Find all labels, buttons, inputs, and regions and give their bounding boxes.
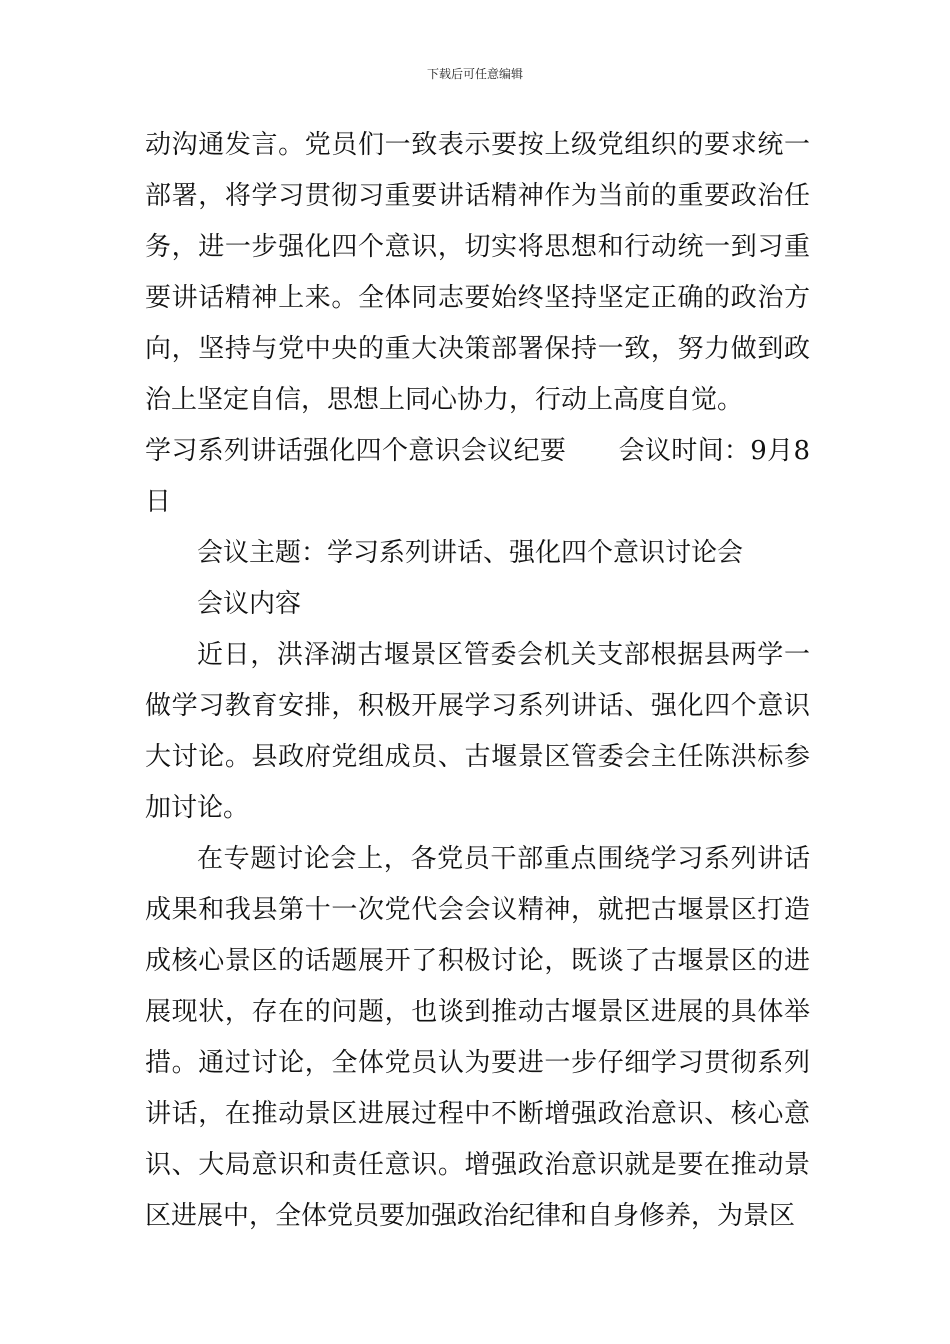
meeting-topic: 会议主题：学习系列讲话、强化四个意识讨论会: [197, 538, 744, 568]
document-body: [145, 120, 810, 1242]
meeting-time: 会议时间：9月8日: [145, 436, 810, 517]
page-header-note: 下载后可任意编辑: [426, 67, 523, 81]
paragraph-intro: 近日，洪泽湖古堰景区管委会机关支部根据县两学一做学习教育安排，积极开展学习系列讲话、强化四个意识大讨论。县政府党组成员、古堰景区管委会主任陈洪标参加讨论。: [145, 640, 810, 823]
meeting-title-line: [145, 426, 810, 528]
meeting-title: 学习系列讲话强化四个意识会议纪要: [145, 436, 567, 466]
meeting-content-label: 会议内容: [197, 589, 302, 619]
paragraph-opening: 动沟通发言。党员们一致表示要按上级党组织的要求统一部署，将学习贯彻习重要讲话精神作为当前的重要政治任务，进一步强化四个意识，切实将思想和行动统一到习重要讲话精神上来。全体同志要始终坚持坚定正确的政治方向，坚持与党中央的重大决策部署保持一致，努力做到政治上坚定自信，思想上同心协力，行动上高度自觉。: [145, 130, 810, 415]
paragraph-discussion: 在专题讨论会上，各党员干部重点围绕学习系列讲话成果和我县第十一次党代会会议精神，就把古堰景区打造成核心景区的话题展开了积极讨论，既谈了古堰景区的进展现状，存在的问题，也谈到推动古堰景区进展的具体举措。通过讨论，全体党员认为要进一步仔细学习贯彻系列讲话，在推动景区进展过程中不断增强政治意识、核心意识、大局意识和责任意识。增强政治意识就是要在推动景区进展中，全体党员要加强政治纪律和自身修养，为景区: [145, 844, 810, 1231]
